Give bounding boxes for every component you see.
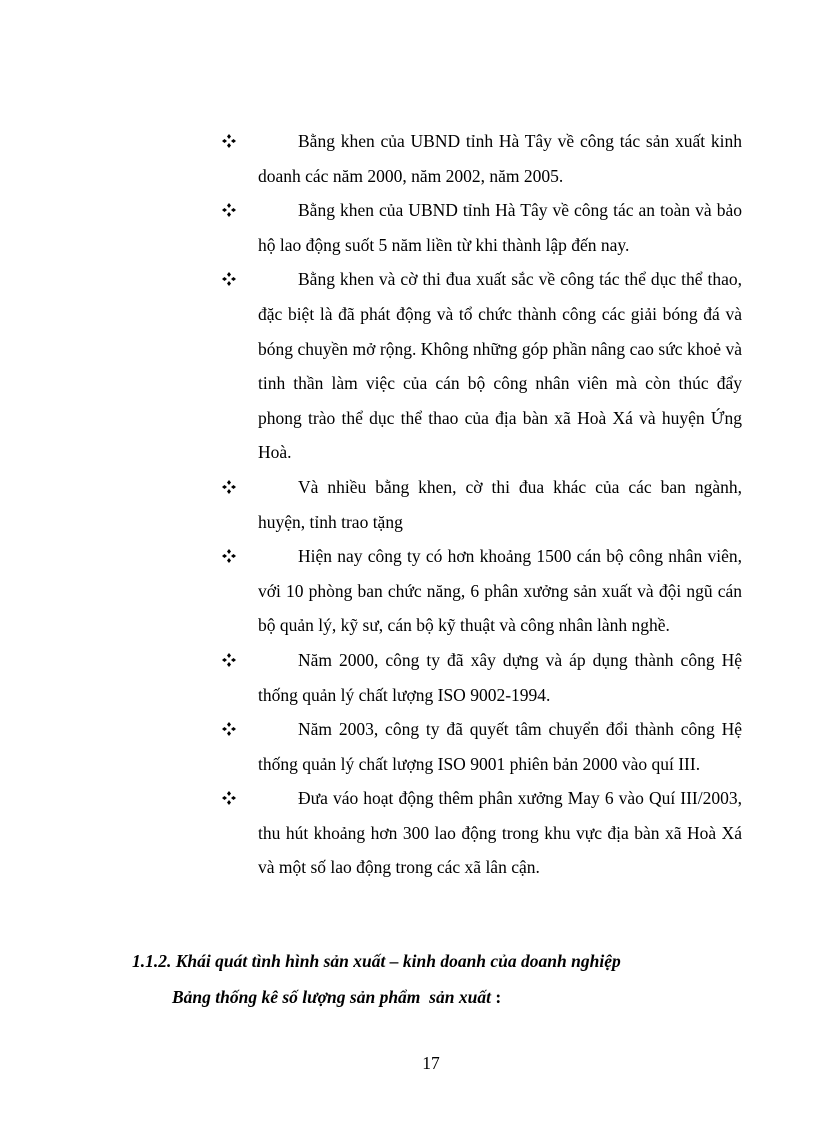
bullet-item-1: [222, 124, 742, 193]
bullet-item-7: [222, 712, 742, 781]
bullet-item-5: [222, 539, 742, 643]
four-diamond-bullet-icon: [222, 781, 236, 816]
bullet-text-2: Bằng khen của UBND tỉnh Hà Tây về công tác an toàn và bảo hộ lao động suốt 5 năm liền từ khi thành lập đến nay.: [258, 200, 742, 255]
bullet-item-6: [222, 643, 742, 712]
bullet-item-4: [222, 470, 742, 539]
bullet-text-7: Năm 2003, công ty đã quyết tâm chuyển đổi thành công Hệ thống quản lý chất lượng ISO 9001 phiên bản 2000 vào quí III.: [258, 719, 742, 774]
table-subheading: [172, 985, 501, 1009]
four-diamond-bullet-icon: [222, 643, 236, 678]
bullet-text-6: Năm 2000, công ty đã xây dựng và áp dụng thành công Hệ thống quản lý chất lượng ISO 9002-1994.: [258, 649, 742, 705]
bullet-item-3: [222, 262, 742, 470]
four-diamond-bullet-icon: [222, 712, 236, 747]
bullet-item-2: [222, 193, 742, 262]
award-bullet-list: [222, 124, 742, 885]
bullet-item-8: [222, 781, 742, 885]
section-heading: 1.1.2. Khái quát tình hình sản xuất – kinh doanh của doanh nghiệp: [132, 951, 621, 971]
four-diamond-bullet-icon: [222, 124, 236, 159]
bullet-text-4: Và nhiều bằng khen, cờ thi đua khác của các ban ngành, huyện, tỉnh trao tặng: [258, 476, 742, 532]
four-diamond-bullet-icon: [222, 539, 236, 574]
bullet-text-5: Hiện nay công ty có hơn khoảng 1500 cán bộ công nhân viên, với 10 phòng ban chức năng, 6 phân xưởng sản xuất và đội ngũ cán bộ quản lý, kỹ sư, cán bộ kỹ thuật và công nhân lành nghề.: [258, 546, 742, 636]
four-diamond-bullet-icon: [222, 262, 236, 297]
table-subheading-colon: :: [495, 987, 502, 1007]
bullet-text-8: Đưa váo hoạt động thêm phân xưởng May 6 vào Quí III/2003, thu hút khoảng hơn 300 lao động trong khu vực địa bàn xã Hoà Xá và một số lao động trong các xã lân cận.: [258, 788, 742, 878]
bullet-text-3: Bằng khen và cờ thi đua xuất sắc về công tác thể dục thể thao, đặc biệt là đã phát động và tổ chức thành công các giải bóng đá và bóng chuyền mở rộng. Không những góp phần nâng cao sức khoẻ và tinh thần làm việc của cán bộ công nhân viên mà còn thúc đẩy phong trào thể dục thể thao của địa bàn xã Hoà Xá và huyện Ứng Hoà.: [258, 269, 742, 463]
page-number: 17: [422, 1053, 440, 1073]
four-diamond-bullet-icon: [222, 193, 236, 228]
bullet-text-1: Bằng khen của UBND tỉnh Hà Tây về công tác sản xuất kinh doanh các năm 2000, năm 2002, năm 2005.: [258, 131, 742, 186]
four-diamond-bullet-icon: [222, 470, 236, 505]
table-subheading-text: Bảng thống kê số lượng sản phẩm sản xuất: [172, 987, 491, 1007]
